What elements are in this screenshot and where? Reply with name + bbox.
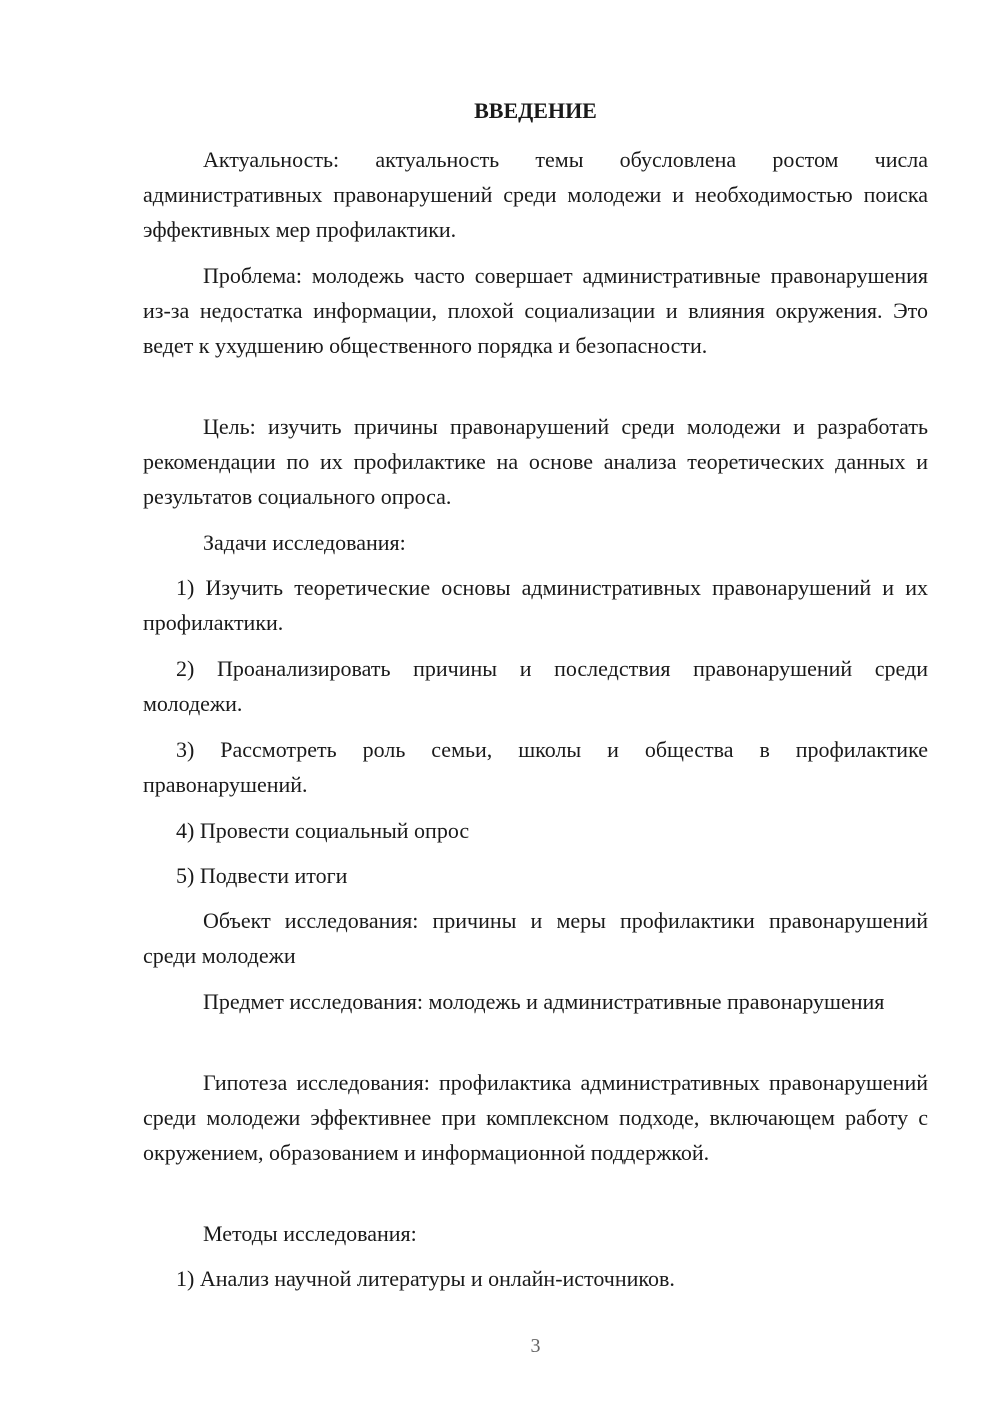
method-item-1: 1) Анализ научной литературы и онлайн-источников. bbox=[176, 1266, 675, 1291]
task-item-4: 4) Провести социальный опрос bbox=[176, 818, 470, 843]
section-title: ВВЕДЕНИЕ bbox=[474, 98, 597, 123]
page-number: 3 bbox=[530, 1335, 541, 1357]
tasks-heading: Задачи исследования: bbox=[203, 530, 406, 555]
task-item-5: 5) Подвести итоги bbox=[176, 863, 348, 888]
methods-heading: Методы исследования: bbox=[203, 1221, 417, 1246]
goal-paragraph: Цель: изучить причины правонарушений среди молодежи и разработать рекомендации по их профилактике на основе анализа теоретических данных и результатов социального опроса. bbox=[143, 414, 928, 509]
task-item-2: 2) Проанализировать причины и последствия правонарушений среди молодежи. bbox=[143, 656, 928, 716]
task-item-1: 1) Изучить теоретические основы административных правонарушений и их профилактики. bbox=[143, 575, 928, 635]
relevance-paragraph: Актуальность: актуальность темы обусловлена ростом числа административных правонарушений среди молодежи и необходимостью поиска эффективных мер профилактики. bbox=[143, 147, 928, 242]
problem-paragraph: Проблема: молодежь часто совершает административные правонарушения из-за недостатка информации, плохой социализации и влияния окружения. Это ведет к ухудшению общественного порядка и безопасности. bbox=[143, 263, 928, 358]
hypothesis-paragraph: Гипотеза исследования: профилактика административных правонарушений среди молодежи эффективнее при комплексном подходе, включающем работу с окружением, образованием и информационной поддержкой. bbox=[143, 1070, 928, 1165]
task-item-3: 3) Рассмотреть роль семьи, школы и общества в профилактике правонарушений. bbox=[143, 737, 928, 797]
object-paragraph: Объект исследования: причины и меры профилактики правонарушений среди молодежи bbox=[143, 908, 928, 968]
document-page bbox=[143, 0, 928, 1414]
subject-paragraph: Предмет исследования: молодежь и административные правонарушения bbox=[203, 989, 885, 1014]
